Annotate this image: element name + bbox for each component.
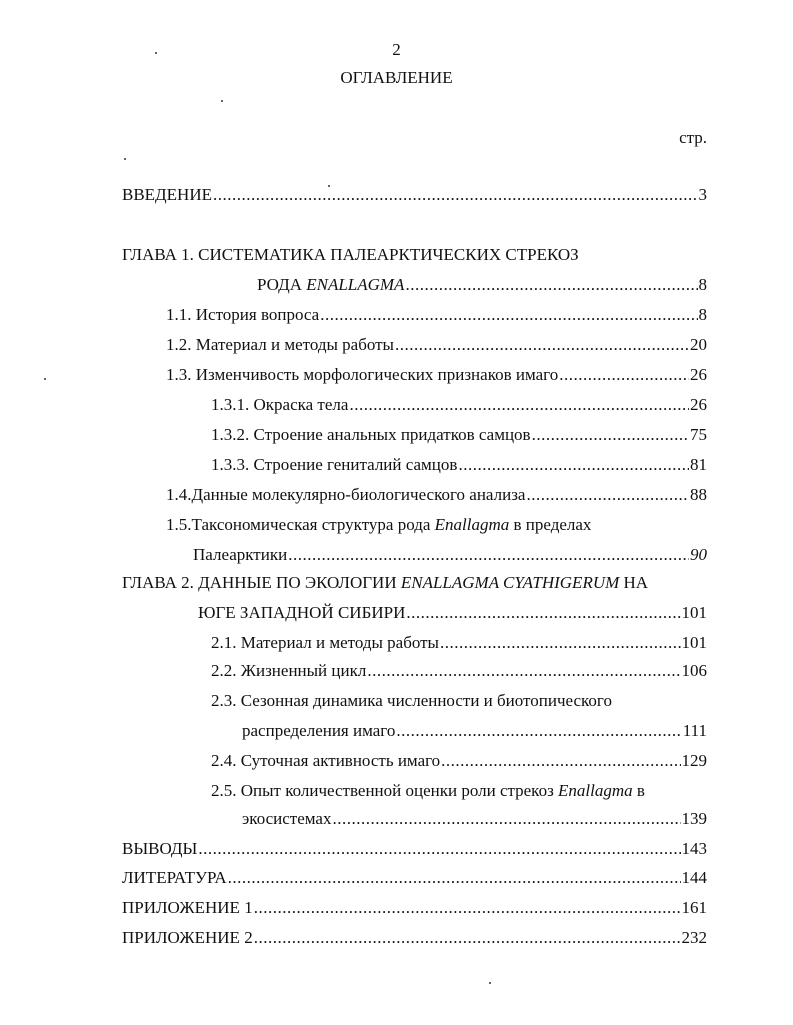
toc-entry-appendix1: ПРИЛОЖЕНИЕ 1 ..... 161 <box>122 897 707 919</box>
pages-column-label: стр. <box>679 128 707 147</box>
toc-entry-chapter2: ЮГЕ ЗАПАДНОЙ СИБИРИ ..... 101 <box>198 602 707 624</box>
toc-entry-1-3-2: 1.3.2. Строение анальных придатков самцов ..... 75 <box>211 424 707 446</box>
scan-speck <box>44 378 46 380</box>
toc-entry-1-3-3: 1.3.3. Строение гениталий самцов ..... 81 <box>211 454 707 476</box>
page-title: ОГЛАВЛЕНИЕ <box>340 68 453 87</box>
toc-entry-1-2: 1.2. Материал и методы работы ..... 20 <box>166 334 707 356</box>
scan-speck <box>221 100 223 102</box>
toc-entry-literature: ЛИТЕРАТУРА ..... 144 <box>122 867 707 889</box>
toc-entry-1-1: 1.1. История вопроса ..... 8 <box>166 304 707 326</box>
scan-speck <box>155 52 157 54</box>
toc-chapter2-title: ГЛАВА 2. ДАННЫЕ ПО ЭКОЛОГИИ ENALLAGMA CYATHIGERUM НА <box>122 573 649 592</box>
toc-entry-2-2: 2.2. Жизненный цикл ..... 106 <box>211 660 707 682</box>
toc-entry-chapter1: РОДА ENALLAGMA ..... 8 <box>257 274 707 296</box>
toc-entry-appendix2: ПРИЛОЖЕНИЕ 2 ..... 232 <box>122 927 707 949</box>
toc-entry-conclusions: ВЫВОДЫ ..... 143 <box>122 838 707 860</box>
toc-entry-intro: ВВЕДЕНИЕ ..... 3 <box>122 184 707 206</box>
toc-entry-1-5: Палеарктики ..... 90 <box>193 544 707 566</box>
toc-entry-1-3: 1.3. Изменчивость морфологических признаков имаго ..... 26 <box>166 364 707 386</box>
scan-speck <box>328 185 330 187</box>
toc-entry-1-4: 1.4.Данные молекулярно-биологического анализа ..... 88 <box>166 484 707 506</box>
toc-chapter1-title: ГЛАВА 1. СИСТЕМАТИКА ПАЛЕАРКТИЧЕСКИХ СТРЕКОЗ <box>122 245 579 264</box>
toc-entry-2-3-title: 2.3. Сезонная динамика численности и биотопического <box>211 691 612 710</box>
toc-entry-1-3-1: 1.3.1. Окраска тела ..... 26 <box>211 394 707 416</box>
scan-speck <box>124 158 126 160</box>
toc-entry-2-5: экосистемах ..... 139 <box>242 808 707 830</box>
toc-entry-2-5-title: 2.5. Опыт количественной оценки роли стрекоз Enallagma в <box>211 781 645 800</box>
scan-speck <box>489 982 491 984</box>
toc-entry-1-5-title: 1.5.Таксономическая структура рода Enallagma в пределах <box>166 515 592 534</box>
page-number: 2 <box>392 40 401 59</box>
toc-entry-2-1: 2.1. Материал и методы работы ..... 101 <box>211 632 707 654</box>
toc-entry-2-3: распределения имаго ..... 111 <box>242 720 707 742</box>
toc-entry-2-4: 2.4. Суточная активность имаго ..... 129 <box>211 750 707 772</box>
